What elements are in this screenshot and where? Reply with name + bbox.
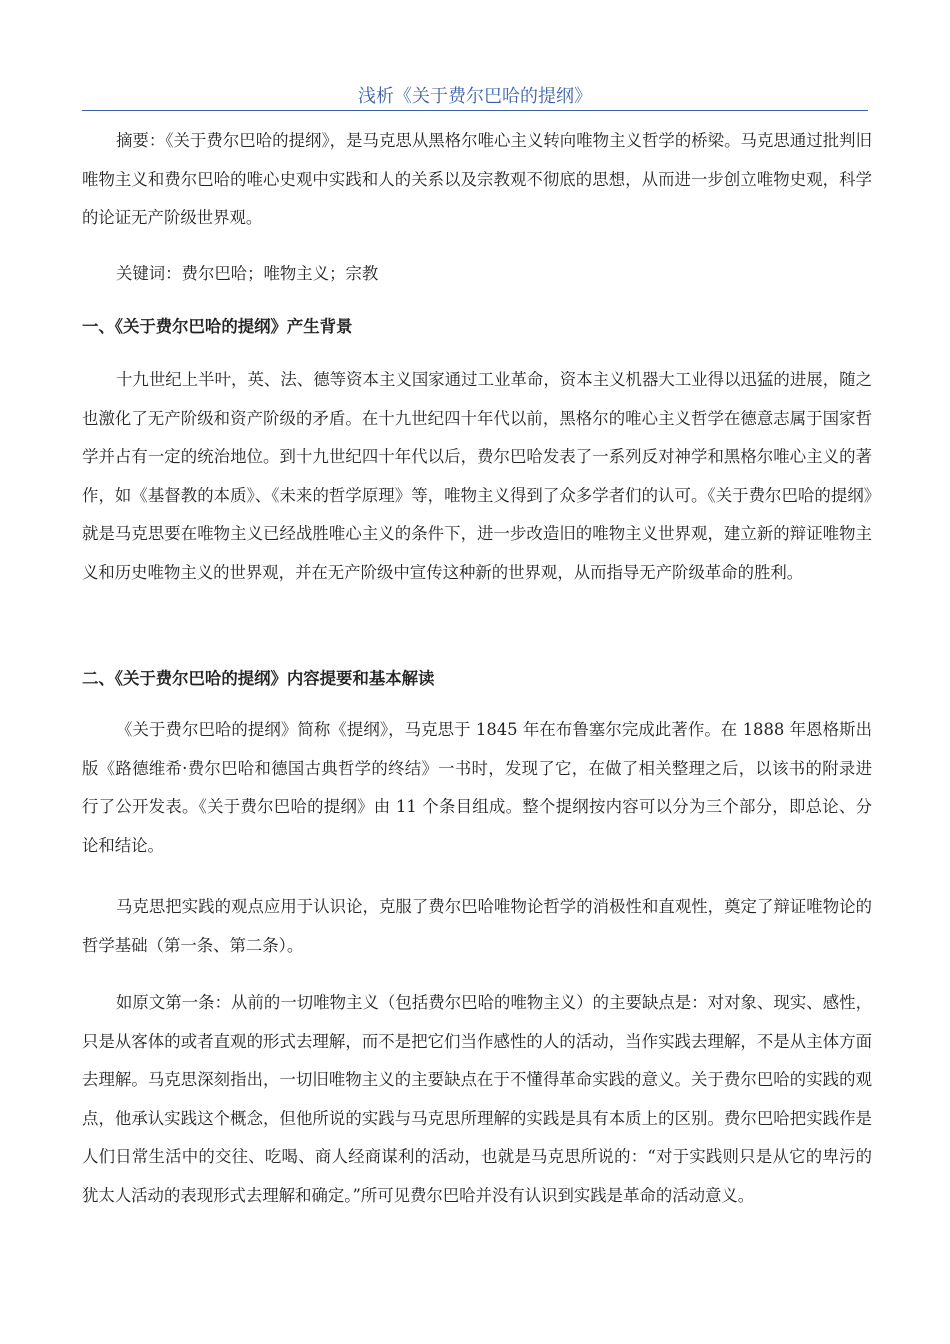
keywords-line: 关键词：费尔巴哈；唯物主义；宗教: [116, 264, 379, 283]
section-2-paragraph-1: 《关于费尔巴哈的提纲》简称《提纲》，马克思于 1845 年在布鲁塞尔完成此著作。在 1888 年恩格斯出版《路德维希·费尔巴哈和德国古典哲学的终结》一书时，发现了它，在做了相关整理之后，以该书的附录进行了公开发表。《关于费尔巴哈的提纲》由 11 个条目组成。整个提纲按内容可以分为三个部分，即总论、分论和结论。: [82, 720, 872, 855]
section-1-paragraph-1: 十九世纪上半叶，英、法、德等资本主义国家通过工业革命，资本主义机器大工业得以迅猛的进展，随之也激化了无产阶级和资产阶级的矛盾。在十九世纪四十年代以前，黑格尔的唯心主义哲学在德意志属于国家哲学并占有一定的统治地位。到十九世纪四十年代以后，费尔巴哈发表了一系列反对神学和黑格尔唯心主义的著作，如《基督教的本质》、《未来的哲学原理》等，唯物主义得到了众多学者们的认可。《关于费尔巴哈的提纲》就是马克思要在唯物主义已经战胜唯心主义的条件下，进一步改造旧的唯物主义世界观，建立新的辩证唯物主义和历史唯物主义的世界观，并在无产阶级中宣传这种新的世界观，从而指导无产阶级革命的胜利。: [82, 370, 872, 582]
section-1-heading: 一、《关于费尔巴哈的提纲》产生背景: [82, 317, 353, 336]
section-2-paragraph-3: 如原文第一条：从前的一切唯物主义（包括费尔巴哈的唯物主义）的主要缺点是：对对象、现实、感性，只是从客体的或者直观的形式去理解，而不是把它们当作感性的人的活动，当作实践去理解，不是从主体方面去理解。马克思深刻指出，一切旧唯物主义的主要缺点在于不懂得革命实践的意义。关于费尔巴哈的实践的观点，他承认实践这个概念，但他所说的实践与马克思所理解的实践是具有本质上的区别。费尔巴哈把实践作是人们日常生活中的交往、吃喝、商人经商谋利的活动，也就是马克思所说的：“对于实践则只是从它的卑污的犹太人活动的表现形式去理解和确定。”所可见费尔巴哈并没有认识到实践是革命的活动意义。: [82, 993, 872, 1205]
abstract-paragraph: 摘要：《关于费尔巴哈的提纲》，是马克思从黑格尔唯心主义转向唯物主义哲学的桥梁。马克思通过批判旧唯物主义和费尔巴哈的唯心史观中实践和人的关系以及宗教观不彻底的思想，从而进一步创立唯物史观，科学的论证无产阶级世界观。: [82, 131, 872, 228]
header-divider: [82, 110, 868, 111]
section-2-heading: 二、《关于费尔巴哈的提纲》内容提要和基本解读: [82, 669, 435, 688]
section-2-paragraph-2: 马克思把实践的观点应用于认识论，克服了费尔巴哈唯物论哲学的消极性和直观性，奠定了辩证唯物论的哲学基础（第一条、第二条）。: [82, 897, 872, 955]
document-title: 浅析《关于费尔巴哈的提纲》: [358, 86, 592, 107]
